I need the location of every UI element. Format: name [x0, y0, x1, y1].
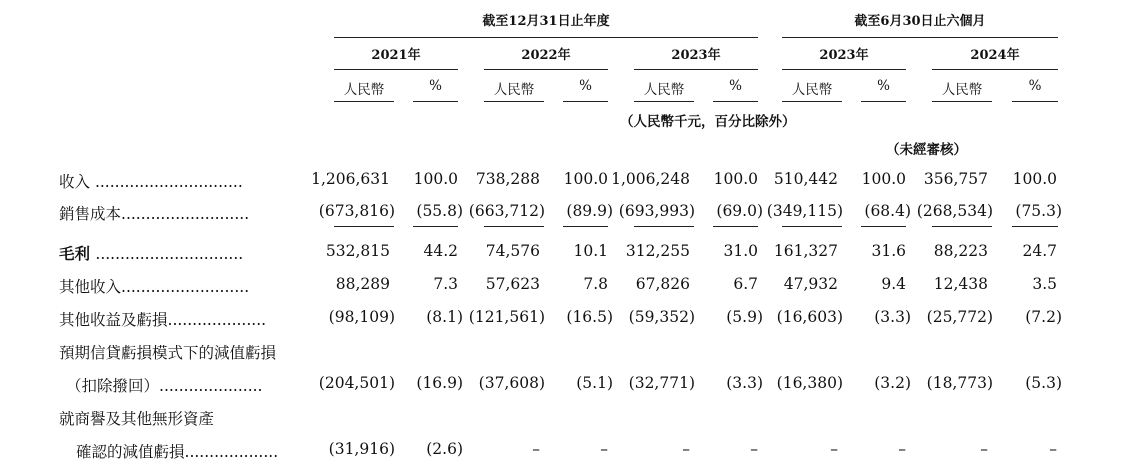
subtotal-underline — [563, 226, 608, 227]
cell-value: – — [600, 440, 608, 458]
year-header-2022: 2022年 — [521, 48, 571, 63]
sub-underline — [334, 101, 394, 102]
sub-header-rmb: 人民幣 — [343, 82, 385, 98]
subtotal-underline — [484, 226, 544, 227]
cell-value: (673,816) — [318, 202, 395, 220]
sub-header-pct: % — [1028, 78, 1042, 94]
cell-value: 67,826 — [635, 275, 690, 293]
cell-value: 100.0 — [713, 170, 758, 188]
cell-value: (37,608) — [478, 374, 545, 392]
cell-value: 1,206,631 — [311, 170, 390, 188]
cell-value: (16,380) — [776, 374, 843, 392]
cell-value: – — [750, 440, 758, 458]
cell-value: (25,772) — [926, 308, 993, 326]
cell-value: 44.2 — [423, 242, 458, 260]
cell-value: 31.0 — [723, 242, 758, 260]
subtotal-underline — [413, 226, 458, 227]
cell-value: (16.9) — [416, 374, 463, 392]
row-label: 其他收益及虧損.................... — [59, 311, 267, 329]
cell-value: 100.0 — [563, 170, 608, 188]
cell-value: (8.1) — [426, 308, 463, 326]
cell-value: – — [830, 440, 838, 458]
cell-value: (7.2) — [1025, 308, 1062, 326]
subtotal-underline — [1012, 226, 1058, 227]
year-header-2024-interim: 2024年 — [970, 48, 1020, 63]
cell-value: (59,352) — [628, 308, 695, 326]
cell-value: (663,712) — [468, 202, 545, 220]
cell-value: 74,576 — [485, 242, 540, 260]
cell-value: – — [1049, 440, 1057, 458]
group-underline-annual — [334, 37, 758, 38]
sub-header-rmb: 人民幣 — [643, 82, 685, 98]
cell-value: (69.0) — [716, 202, 763, 220]
cell-value: 161,327 — [773, 242, 838, 260]
cell-value: 57,623 — [485, 275, 540, 293]
cell-value: (2.6) — [426, 440, 463, 458]
cell-value: 3.5 — [1032, 275, 1057, 293]
year-underline — [484, 69, 608, 70]
cell-value: 356,757 — [923, 170, 988, 188]
cell-value: (89.9) — [566, 202, 613, 220]
cell-value: (75.3) — [1015, 202, 1062, 220]
year-underline — [334, 69, 458, 70]
sub-underline — [713, 101, 758, 102]
cell-value: (98,109) — [328, 308, 395, 326]
subtotal-underline — [713, 226, 758, 227]
cell-value: (32,771) — [628, 374, 695, 392]
cell-value: (55.8) — [416, 202, 463, 220]
row-label: 預期信貸虧損模式下的減值虧損 — [59, 344, 277, 362]
row-label: （扣除撥回）..................... — [66, 377, 263, 395]
cell-value: 100.0 — [861, 170, 906, 188]
subtotal-underline — [334, 226, 394, 227]
cell-value: – — [682, 440, 690, 458]
cell-value: (5.3) — [1025, 374, 1062, 392]
cell-value: (3.2) — [874, 374, 911, 392]
year-header-2023: 2023年 — [671, 48, 721, 63]
cell-value: 100.0 — [413, 170, 458, 188]
cell-value: – — [980, 440, 988, 458]
group-header-interim: 截至6月30日止六個月 — [854, 14, 986, 29]
row-label: 確認的減值虧損................... — [76, 443, 279, 461]
cell-value: (693,993) — [618, 202, 695, 220]
cell-value: 12,438 — [933, 275, 988, 293]
sub-header-rmb: 人民幣 — [791, 82, 833, 98]
cell-value: – — [532, 440, 540, 458]
sub-underline — [1012, 101, 1058, 102]
cell-value: 312,255 — [625, 242, 690, 260]
unaudited-note: （未經審核） — [886, 142, 967, 158]
cell-value: 47,932 — [783, 275, 838, 293]
sub-underline — [484, 101, 544, 102]
row-label: 銷售成本.......................... — [59, 205, 250, 223]
subtotal-underline — [634, 226, 694, 227]
cell-value: 7.8 — [583, 275, 608, 293]
cell-value: (5.9) — [726, 308, 763, 326]
cell-value: (18,773) — [926, 374, 993, 392]
cell-value: (204,501) — [318, 374, 395, 392]
cell-value: 100.0 — [1012, 170, 1057, 188]
cell-value: 10.1 — [573, 242, 608, 260]
cell-value: 510,442 — [773, 170, 838, 188]
cell-value: (5.1) — [576, 374, 613, 392]
year-underline — [782, 69, 906, 70]
row-label: 收入 .............................. — [59, 173, 243, 191]
sub-header-pct: % — [729, 78, 742, 94]
cell-value: (16.5) — [566, 308, 613, 326]
sub-header-pct: % — [429, 78, 442, 94]
cell-value: 88,289 — [335, 275, 390, 293]
sub-header-rmb: 人民幣 — [941, 82, 983, 98]
sub-underline — [563, 101, 608, 102]
row-label: 毛利 .............................. — [59, 244, 244, 263]
cell-value: – — [898, 440, 906, 458]
cell-value: 1,006,248 — [611, 170, 690, 188]
cell-value: (3.3) — [726, 374, 763, 392]
group-header-annual: 截至12月31日止年度 — [482, 14, 610, 29]
sub-header-rmb: 人民幣 — [493, 82, 535, 98]
cell-value: 532,815 — [325, 242, 390, 260]
cell-value: 88,223 — [933, 242, 988, 260]
sub-underline — [782, 101, 842, 102]
cell-value: (31,916) — [328, 440, 395, 458]
unit-note: （人民幣千元，百分比除外） — [620, 114, 796, 130]
cell-value: (121,561) — [468, 308, 545, 326]
sub-underline — [932, 101, 992, 102]
cell-value: 31.6 — [871, 242, 906, 260]
row-label: 就商譽及其他無形資產 — [59, 410, 215, 428]
sub-underline — [861, 101, 906, 102]
cell-value: 7.3 — [433, 275, 458, 293]
cell-value: (16,603) — [776, 308, 843, 326]
cell-value: (349,115) — [766, 202, 843, 220]
sub-underline — [634, 101, 694, 102]
cell-value: 6.7 — [733, 275, 758, 293]
year-underline — [634, 69, 758, 70]
cell-value: (3.3) — [874, 308, 911, 326]
sub-underline — [413, 101, 458, 102]
subtotal-underline — [932, 226, 992, 227]
year-header-2023-interim: 2023年 — [819, 48, 869, 63]
cell-value: 738,288 — [475, 170, 540, 188]
cell-value: (268,534) — [916, 202, 993, 220]
cell-value: (68.4) — [864, 202, 911, 220]
year-underline — [932, 69, 1058, 70]
sub-header-pct: % — [877, 78, 890, 94]
row-label: 其他收入.......................... — [59, 278, 250, 296]
group-underline-interim — [782, 37, 1058, 38]
sub-header-pct: % — [579, 78, 592, 94]
cell-value: 24.7 — [1022, 242, 1057, 260]
year-header-2021: 2021年 — [371, 48, 421, 63]
subtotal-underline — [782, 226, 842, 227]
cell-value: 9.4 — [881, 275, 906, 293]
subtotal-underline — [861, 226, 906, 227]
